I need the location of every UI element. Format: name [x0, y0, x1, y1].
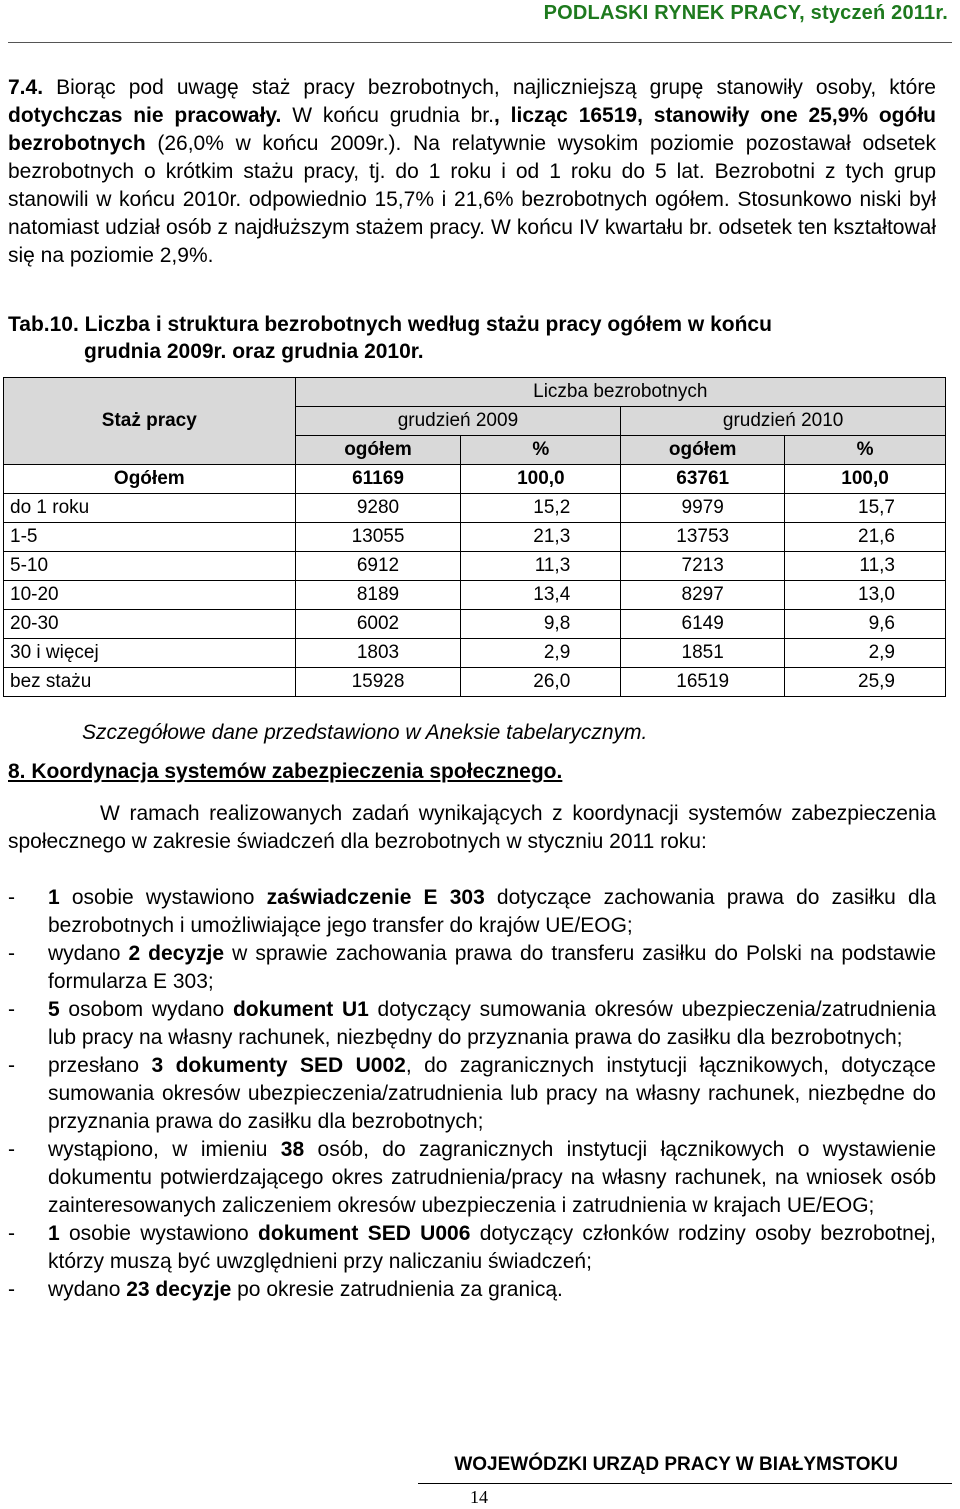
list-item-segment: wydano [48, 1278, 127, 1301]
table-cell: 1851 [621, 639, 785, 668]
table-row-label: 20-30 [4, 610, 296, 639]
list-item [8, 1276, 936, 1304]
table-subcol-header: % [785, 436, 946, 465]
table-row-label: 5-10 [4, 552, 296, 581]
list-item-segment: osobie wystawiono [59, 1222, 259, 1245]
table-row [4, 639, 946, 668]
coordination-list [8, 884, 936, 1304]
table-cell: 9,6 [785, 610, 946, 639]
list-item-segment: dotyczące zachowania prawa do zasiłku dla bezrobotnych i umożliwiające jego transfer do krajów UE/EOG; [48, 886, 937, 937]
table-caption-line1: Tab.10. Liczba i struktura bezrobotnych według stażu pracy ogółem w końcu [8, 313, 772, 336]
table-cell: 9979 [621, 494, 785, 523]
list-item [8, 1220, 936, 1276]
paragraph-text: W końcu grudnia br. [281, 104, 494, 127]
table-cell: 9,8 [461, 610, 621, 639]
paragraph-text: Biorąc pod uwagę staż pracy bezrobotnych, najliczniejszą grupę stanowiły osoby, które [43, 76, 936, 99]
list-item [8, 940, 936, 996]
table-group-header: Liczba bezrobotnych [295, 378, 945, 407]
table-cell: 13055 [295, 523, 461, 552]
table-cell: 7213 [621, 552, 785, 581]
list-bullet: - [8, 886, 15, 909]
table-row-label: bez stażu [4, 668, 296, 697]
table-cell: 63761 [621, 465, 785, 494]
table-caption [8, 311, 936, 365]
table-cell: 8189 [295, 581, 461, 610]
list-bullet: - [8, 1138, 15, 1161]
table-row-label: 10-20 [4, 581, 296, 610]
table-row-label: 1-5 [4, 523, 296, 552]
list-bullet: - [8, 998, 15, 1021]
section-number: 7.4. [8, 76, 44, 99]
list-item-segment: dotyczący członków rodziny osoby bezrobotnej, którzy muszą być uwzględnieni przy naliczaniu świadczeń; [48, 1222, 936, 1273]
list-item-text [48, 1220, 936, 1276]
table-cell: 21,3 [461, 523, 621, 552]
list-bullet: - [8, 1054, 15, 1077]
table-cell: 11,3 [461, 552, 621, 581]
list-item-segment: dotyczący sumowania okresów ubezpieczenia/zatrudnienia lub pracy na własny rachunek, niezbędny do przyznania prawa do zasiłku dla bezrobotnych; [48, 998, 937, 1049]
list-item-segment: po okresie zatrudnienia za granicą. [231, 1278, 563, 1301]
table-cell: 15,7 [785, 494, 946, 523]
list-bullet: - [8, 1278, 15, 1301]
list-item-emphasis: 3 dokumenty SED U002 [151, 1054, 406, 1077]
table-period-header: grudzień 2009 [295, 407, 621, 436]
table-row [4, 552, 946, 581]
list-item-segment: osobom wydano [59, 998, 233, 1021]
list-item-segment: osobie wystawiono [59, 886, 267, 909]
table-cell: 21,6 [785, 523, 946, 552]
table-cell: 13,4 [461, 581, 621, 610]
list-item-text [48, 1276, 936, 1304]
footer-divider [418, 1483, 952, 1484]
table-cell: 2,9 [461, 639, 621, 668]
list-item-text [48, 1136, 936, 1220]
table-cell: 1803 [295, 639, 461, 668]
list-item-emphasis: zaświadczenie E 303 [266, 886, 485, 909]
list-item-emphasis: 38 [280, 1138, 305, 1161]
table-row-label: 30 i więcej [4, 639, 296, 668]
table-cell: 13753 [621, 523, 785, 552]
list-item-segment: w sprawie zachowania prawa do transferu zasiłku do Polski na podstawie formularza E 303; [48, 942, 936, 993]
table-row [4, 581, 946, 610]
table-total-row [4, 465, 946, 494]
table-cell: 15,2 [461, 494, 621, 523]
list-item-emphasis: 23 decyzje [126, 1278, 232, 1301]
table-body [4, 494, 946, 697]
list-item-text [48, 884, 936, 940]
list-item-emphasis: 1 [48, 886, 60, 909]
list-item-text [48, 996, 936, 1052]
list-item [8, 1052, 936, 1136]
table-cell: 2,9 [785, 639, 946, 668]
table-cell: 100,0 [461, 465, 621, 494]
table-row [4, 494, 946, 523]
list-item-emphasis: dokument U1 [232, 998, 369, 1021]
list-item-segment: wystąpiono, w imieniu [48, 1138, 281, 1161]
table-cell: 6912 [295, 552, 461, 581]
table-cell: 26,0 [461, 668, 621, 697]
paragraph-text: (26,0% w końcu 2009r.). Na relatywnie wysokim poziomie pozostawał odsetek bezrobotnych o krótkim stażu pracy, tj. do 1 roku i od 1 roku do 5 lat. Bezrobotni z tych grup stanowili w końcu 2010r. odpowiednio 15,7% i 21,6% bezrobotnych ogółem. Stosunkowo niski był natomiast udział osób z najdłuższym stażem pracy. W końcu IV kwartału br. odsetek ten kształtował się na poziomie 2,9%. [8, 132, 936, 267]
table-corner-header: Staż pracy [4, 378, 296, 465]
table-cell: 6002 [295, 610, 461, 639]
table-subcol-header: % [461, 436, 621, 465]
table-cell: 15928 [295, 668, 461, 697]
list-bullet: - [8, 942, 15, 965]
section-8-title: 8. Koordynacja systemów zabezpieczenia społecznego. [8, 760, 563, 783]
table-row [4, 668, 946, 697]
table-subcol-header: ogółem [295, 436, 461, 465]
page-number: 14 [470, 1487, 488, 1507]
table-subcol-header: ogółem [621, 436, 785, 465]
list-item-emphasis: 1 [48, 1222, 60, 1245]
table-cell: 25,9 [785, 668, 946, 697]
table-cell: 61169 [295, 465, 461, 494]
list-bullet: - [8, 1222, 15, 1245]
running-header-title: PODLASKI RYNEK PRACY, styczeń 2011r. [543, 2, 948, 24]
table-cell: 9280 [295, 494, 461, 523]
table-row-label: do 1 roku [4, 494, 296, 523]
table-cell: 6149 [621, 610, 785, 639]
table-row [4, 610, 946, 639]
list-item-segment: wydano [48, 942, 129, 965]
table-note: Szczegółowe dane przedstawiono w Aneksie tabelarycznym. [82, 721, 648, 744]
section-8-intro: W ramach realizowanych zadań wynikających z koordynacji systemów zabezpieczenia społecznego w zakresie świadczeń dla bezrobotnych w styczniu 2011 roku: [8, 802, 936, 853]
list-item-emphasis: 2 decyzje [128, 942, 225, 965]
list-item-segment: osób, do zagranicznych instytucji łącznikowych o wystawienie dokumentu potwierdzającego okres zatrudnienia/pracy na własny rachunek, na wniosek osób zainteresowanych zaliczeniem okresów ubezpieczenia i zatrudnienia w krajach UE/EOG; [48, 1138, 937, 1217]
list-item-segment: , do zagranicznych instytucji łącznikowych, dotyczące sumowania okresów ubezpieczenia/zatrudnienia lub pracy na własny rachunek, niezbędne do przyznania prawa do zasiłku dla bezrobotnych; [48, 1054, 936, 1133]
list-item-emphasis: dokument SED U006 [258, 1222, 471, 1245]
table-caption-line2: grudnia 2009r. oraz grudnia 2010r. [84, 340, 424, 363]
list-item [8, 884, 936, 940]
list-item [8, 996, 936, 1052]
footer-institution: WOJEWÓDZKI URZĄD PRACY W BIAŁYMSTOKU [454, 1454, 898, 1475]
table-row [4, 523, 946, 552]
table-cell: 16519 [621, 668, 785, 697]
header-divider [8, 42, 952, 43]
table-cell: Ogółem [4, 465, 296, 494]
list-item-text [48, 1052, 936, 1136]
list-item-emphasis: 5 [48, 998, 60, 1021]
paragraph-emphasis: , licząc 16519, stanowiły one 25,9% ogółu bezrobotnych [8, 104, 936, 155]
list-item-text [48, 940, 936, 996]
table-cell: 8297 [621, 581, 785, 610]
paragraph-emphasis: dotychczas nie pracowały. [8, 104, 282, 127]
table-cell: 13,0 [785, 581, 946, 610]
list-item-segment: przesłano [48, 1054, 152, 1077]
unemployment-by-seniority-table [3, 377, 946, 697]
table-period-header: grudzień 2010 [621, 407, 946, 436]
list-item [8, 1136, 936, 1220]
table-cell: 100,0 [785, 465, 946, 494]
table-cell: 11,3 [785, 552, 946, 581]
paragraph-7-4 [8, 74, 936, 270]
